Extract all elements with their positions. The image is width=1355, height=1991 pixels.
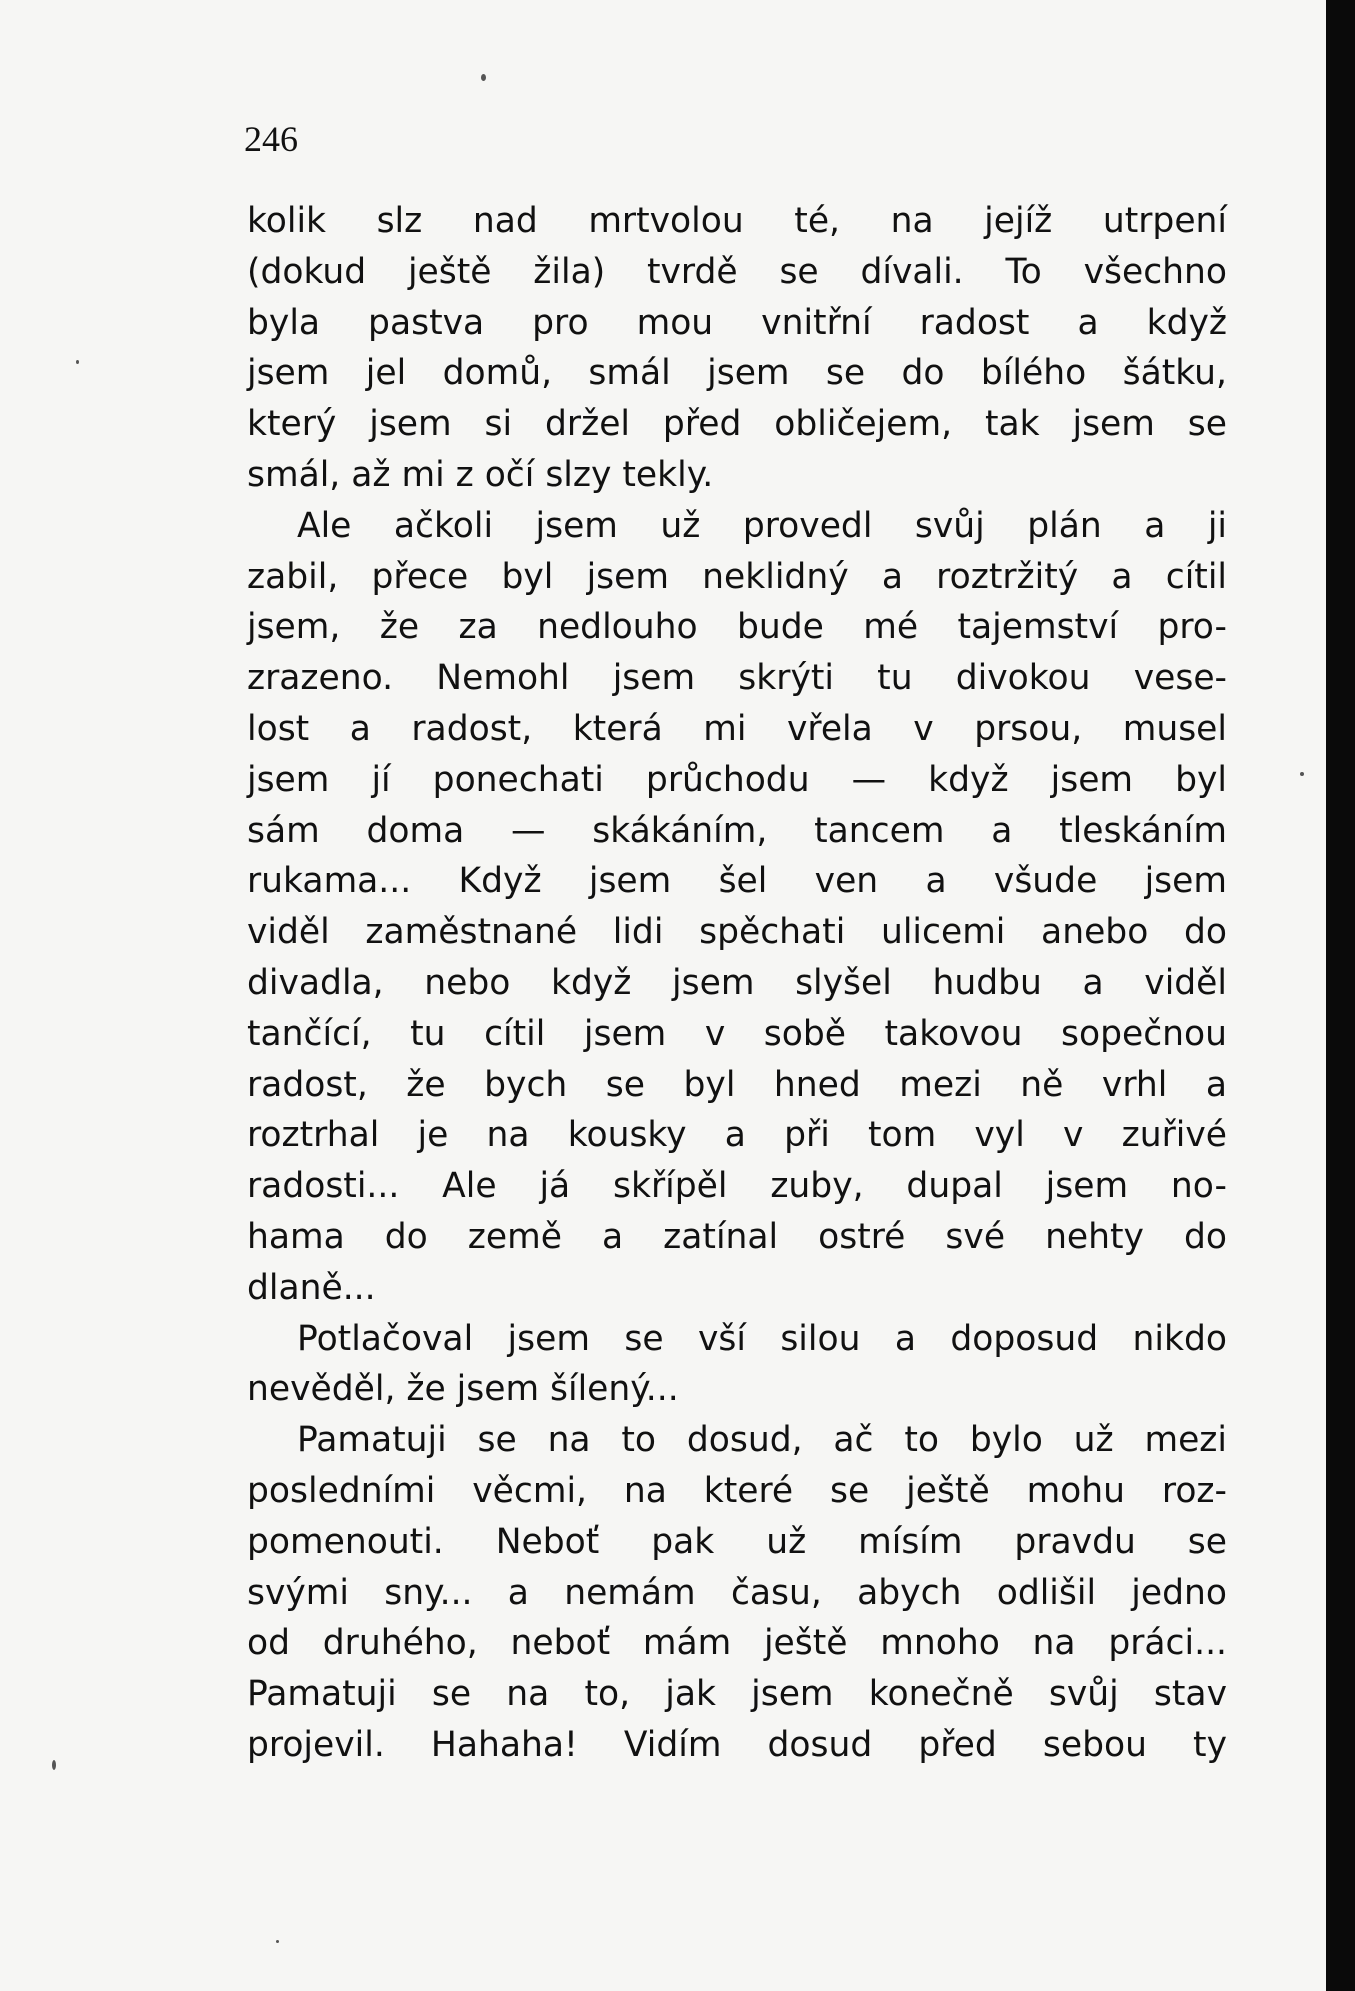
text-line: od druhého, neboť mám ještě mnoho na práci... [247, 1623, 1227, 1664]
scan-speck [52, 1760, 56, 1770]
body-text [247, 196, 1227, 1771]
text-line: jsem jí ponechati průchodu — když jsem byl [247, 759, 1227, 800]
text-line: viděl zaměstnané lidi spěchati ulicemi anebo do [247, 912, 1227, 953]
scan-speck [76, 360, 79, 364]
text-line: kolik slz nad mrtvolou té, na jejíž utrpení [247, 201, 1227, 241]
scan-speck [1300, 772, 1304, 776]
text-line: sám doma — skákáním, tancem a tleskáním [247, 810, 1227, 851]
text-line: Pamatuji se na to, jak jsem konečně svůj stav [247, 1674, 1227, 1715]
scan-speck [276, 1940, 279, 1943]
text-line: pomenouti. Neboť pak už mísím pravdu se [247, 1521, 1227, 1562]
text-line: zabil, přece byl jsem neklidný a roztržitý a cítil [247, 556, 1227, 597]
text-line: rukama... Když jsem šel ven a všude jsem [247, 861, 1227, 902]
text-line: divadla, nebo když jsem slyšel hudbu a viděl [247, 962, 1227, 1003]
text-line: který jsem si držel před obličejem, tak jsem se [247, 404, 1227, 445]
text-line: radost, že bych se byl hned mezi ně vrhl a [247, 1064, 1227, 1105]
text-line: (dokud ještě žila) tvrdě se dívali. To všechno [247, 251, 1227, 292]
text-line: jsem, že za nedlouho bude mé tajemství pro- [247, 607, 1227, 648]
text-line: hama do země a zatínal ostré své nehty do [247, 1216, 1227, 1257]
text-line: zrazeno. Nemohl jsem skrýti tu divokou vese- [247, 658, 1227, 699]
text-line: jsem jel domů, smál jsem se do bílého šátku, [247, 353, 1227, 394]
text-line: radosti... Ale já skřípěl zuby, dupal jsem no- [247, 1166, 1227, 1207]
text-line: projevil. Hahaha! Vidím dosud před sebou ty [247, 1724, 1227, 1765]
text-line: dlaně... [247, 1267, 376, 1308]
text-line: smál, až mi z očí slzy tekly. [247, 454, 714, 495]
text-line: Potlačoval jsem se vší silou a doposud nikdo [297, 1318, 1227, 1359]
scan-speck [481, 74, 486, 81]
text-line: svými sny... a nemám času, abych odlišil jedno [247, 1572, 1227, 1613]
text-line: byla pastva pro mou vnitřní radost a když [247, 302, 1227, 343]
text-line: Pamatuji se na to dosud, ač to bylo už mezi [297, 1420, 1227, 1461]
text-line: Ale ačkoli jsem už provedl svůj plán a ji [297, 505, 1227, 546]
text-line: roztrhal je na kousky a při tom vyl v zuřivé [247, 1115, 1227, 1156]
text-line: lost a radost, která mi vřela v prsou, musel [247, 708, 1227, 749]
text-line: tančící, tu cítil jsem v sobě takovou sopečnou [247, 1013, 1227, 1054]
text-line: posledními věcmi, na které se ještě mohu roz- [247, 1470, 1227, 1511]
text-line: nevěděl, že jsem šílený... [247, 1369, 679, 1410]
page-number: 246 [244, 119, 298, 159]
